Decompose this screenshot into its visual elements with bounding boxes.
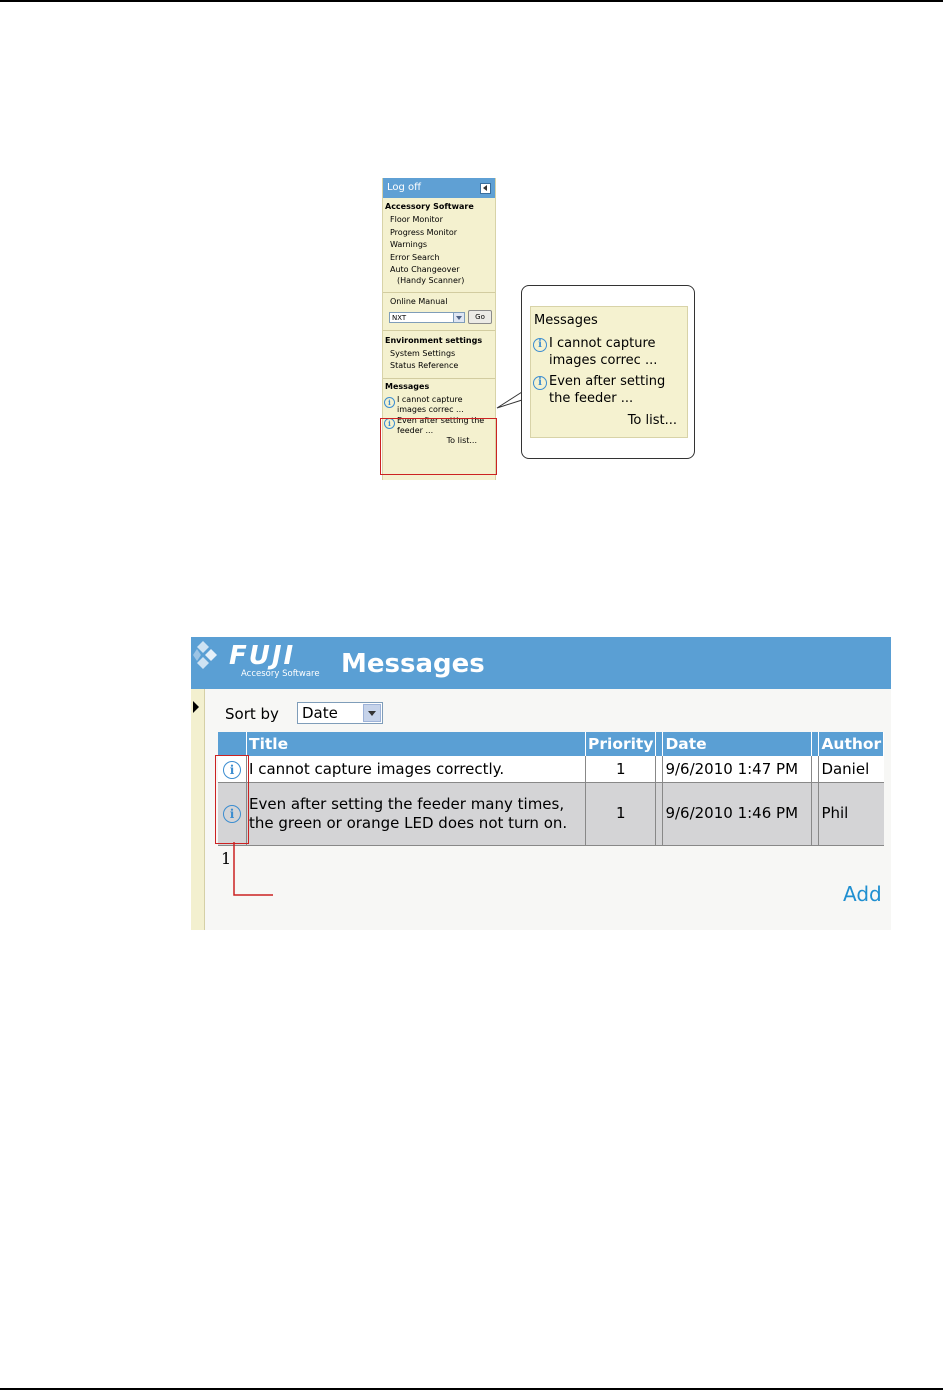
menu-to-list-link[interactable]: To list... <box>446 435 477 445</box>
menu-item-progress-monitor[interactable]: Progress Monitor <box>390 227 458 237</box>
row-spacer <box>656 756 663 783</box>
row-date: 9/6/2010 1:46 PM <box>663 783 812 846</box>
menu-item-system-settings[interactable]: System Settings <box>390 348 456 358</box>
info-icon: i <box>384 418 395 429</box>
dropdown-arrow-icon[interactable] <box>453 313 464 322</box>
info-icon: i <box>384 397 395 408</box>
page-bottom-rule <box>0 1388 943 1390</box>
menu-item-floor-monitor[interactable]: Floor Monitor <box>390 215 443 224</box>
go-button[interactable]: Go <box>468 310 492 324</box>
manual-select[interactable] <box>389 312 465 323</box>
table-row[interactable] <box>218 783 884 846</box>
menu-message-item[interactable] <box>383 395 495 415</box>
callout-title: Messages <box>534 313 598 328</box>
info-icon[interactable]: i <box>223 805 241 823</box>
sort-select[interactable] <box>297 702 383 724</box>
menu-message-text[interactable]: I cannot capture images correc ... <box>397 394 464 414</box>
menu-divider <box>383 292 495 293</box>
row-priority: 1 <box>586 783 656 846</box>
messages-callout <box>521 285 695 459</box>
menu-item-error-search[interactable]: Error Search <box>390 252 440 262</box>
info-icon[interactable]: i <box>223 761 241 779</box>
manual-select-value: NXT <box>392 313 407 322</box>
column-header-title[interactable]: Title <box>247 732 586 756</box>
column-header-date[interactable]: Date <box>663 732 812 756</box>
info-icon: i <box>533 338 547 352</box>
menu-divider <box>383 330 495 331</box>
callout-messages-panel <box>530 306 688 438</box>
accessory-heading: Accessory Software <box>385 202 474 211</box>
brand-subtitle: Accesory Software <box>241 669 320 679</box>
column-header-author[interactable]: Author <box>819 732 884 756</box>
menu-item-warnings[interactable]: Warnings <box>390 240 428 249</box>
collapse-arrow-icon[interactable] <box>480 183 491 194</box>
highlight-leader-line <box>233 842 273 896</box>
page-number[interactable]: 1 <box>221 849 232 868</box>
logoff-link[interactable]: Log off <box>387 182 422 193</box>
manual-row <box>383 310 495 325</box>
menu-divider <box>383 378 495 379</box>
callout-message-text[interactable]: I cannot capture images correc ... <box>549 336 658 368</box>
table-row[interactable] <box>218 756 884 783</box>
row-date: 9/6/2010 1:47 PM <box>663 756 812 783</box>
info-icon: i <box>533 376 547 390</box>
row-priority: 1 <box>586 756 656 783</box>
page-title: Messages <box>341 649 485 679</box>
row-author: Phil <box>819 783 884 846</box>
add-button[interactable]: Add <box>843 882 882 906</box>
page-top-rule <box>0 0 943 2</box>
messages-header <box>191 637 891 689</box>
row-title[interactable]: I cannot capture images correctly. <box>247 756 586 783</box>
column-spacer <box>656 732 663 756</box>
messages-heading: Messages <box>385 381 430 391</box>
row-author: Daniel <box>819 756 884 783</box>
brand-logo: FUJI <box>229 641 296 671</box>
column-spacer <box>812 732 819 756</box>
row-spacer <box>656 783 663 846</box>
menu-toggle-strip[interactable] <box>191 689 205 930</box>
messages-table <box>218 732 884 846</box>
expand-arrow-icon[interactable] <box>193 701 199 713</box>
menu-item-auto-changeover[interactable]: Auto Changeover <box>390 265 460 274</box>
menu-item-status-reference[interactable]: Status Reference <box>390 361 459 370</box>
info-icon-highlight <box>215 755 249 844</box>
column-header-priority[interactable]: Priority <box>586 732 656 756</box>
dropdown-arrow-icon[interactable] <box>363 704 381 722</box>
icon-column-header <box>218 732 247 756</box>
online-manual-label: Online Manual <box>390 297 448 306</box>
messages-page <box>191 637 891 930</box>
fuji-logo-icon <box>193 639 225 679</box>
logoff-bar[interactable] <box>383 178 495 198</box>
callout-message-item[interactable] <box>531 335 687 369</box>
menu-message-text[interactable]: Even after setting the feeder ... <box>397 415 485 435</box>
sort-select-value: Date <box>302 704 338 722</box>
menu-messages-highlight <box>380 415 497 475</box>
callout-message-item[interactable] <box>531 373 687 407</box>
row-title[interactable]: Even after setting the feeder many times, the green or orange LED does not turn on. <box>247 783 586 846</box>
callout-message-text[interactable]: Even after setting the feeder ... <box>549 374 666 406</box>
row-spacer <box>812 756 819 783</box>
menu-item-handy-scanner[interactable]: (Handy Scanner) <box>397 275 465 285</box>
table-header-row <box>218 732 884 756</box>
callout-to-list-link[interactable]: To list... <box>627 413 677 428</box>
sort-label: Sort by <box>225 705 279 723</box>
environment-heading: Environment settings <box>385 335 483 345</box>
row-spacer <box>812 783 819 846</box>
